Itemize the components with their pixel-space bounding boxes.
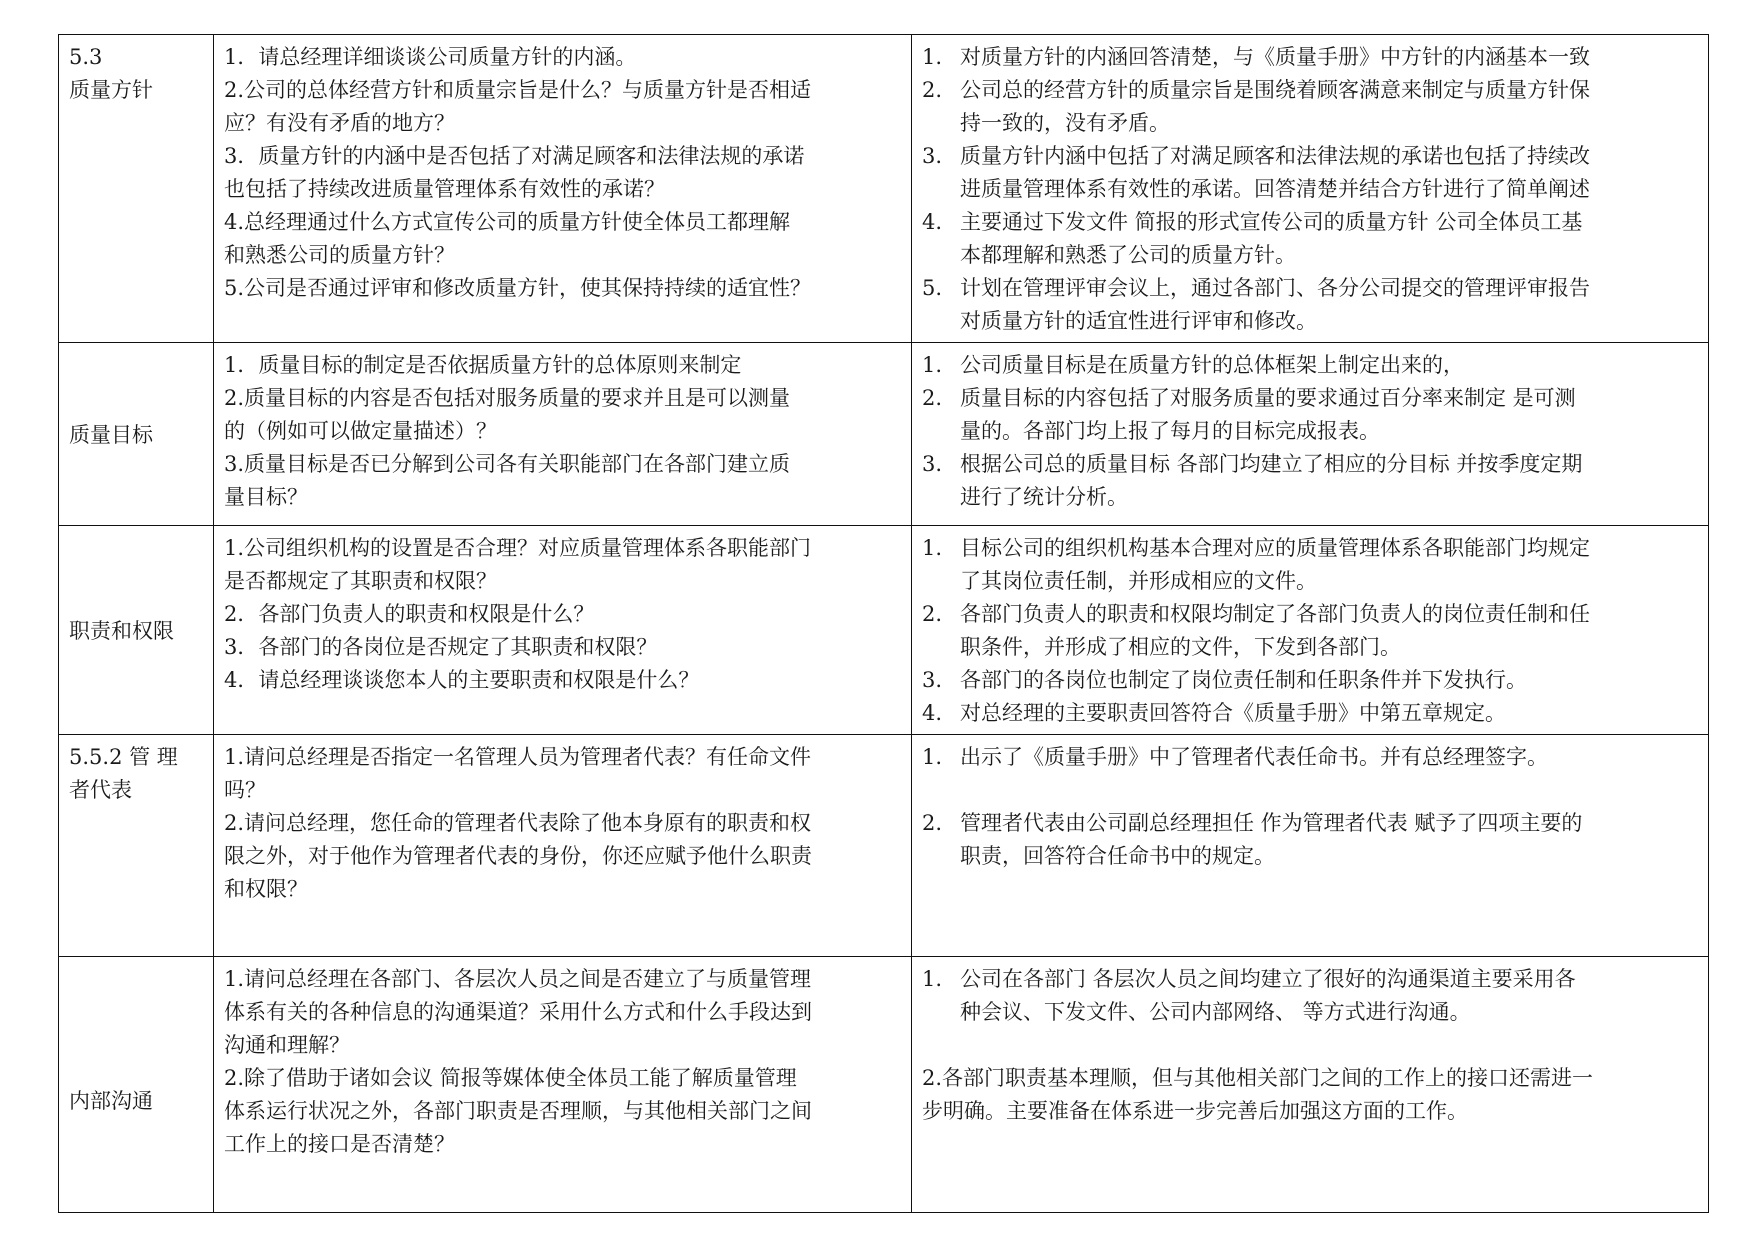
table-row [59,957,1709,1213]
question-line: 2.除了借助于诸如会议 简报等媒体使全体员工能了解质量管理 [224,1066,797,1090]
answer-line: 主要通过下发文件 简报的形式宣传公司的质量方针 公司全体员工基 [960,210,1583,234]
answer-list [922,963,1698,1029]
answer-number: 1. [922,745,943,769]
table-row [59,343,1709,526]
answer-list [922,532,1698,730]
question-cell [214,343,912,526]
spacer [922,774,1698,807]
clause-number: 5.5.2 管 理 [69,745,178,769]
question-cell [214,735,912,957]
answer-number: 5. [922,276,943,300]
answer-line: 公司在各部门 各层次人员之间均建立了很好的沟通渠道主要采用各 [960,967,1576,991]
answer-number: 3. [922,452,943,476]
question-line: 和权限？ [224,877,308,901]
answer-line: 持一致的，没有矛盾。 [960,111,1170,135]
question-line: 体系有关的各种信息的沟通渠道？采用什么方式和什么手段达到 [224,1000,812,1024]
answer-number: 4. [922,701,943,725]
table-row [59,735,1709,957]
question-cell [214,526,912,735]
answer-number: 2. [922,78,943,102]
answer-number: 4. [922,210,943,234]
question-line: 工作上的接口是否清楚？ [224,1132,455,1156]
clause-title: 内部沟通 [69,1089,153,1113]
answer-line: 公司质量目标是在质量方针的总体框架上制定出来的， [960,353,1464,377]
answer-cell [912,957,1709,1213]
question-line: 2．各部门负责人的职责和权限是什么？ [224,602,595,626]
question-line: 应？有没有矛盾的地方？ [224,111,455,135]
answer-item [922,697,1698,730]
answer-number: 1. [922,967,943,991]
answer-line: 种会议、下发文件、公司内部网络、 等方式进行沟通。 [960,1000,1471,1024]
clause-cell [59,957,214,1213]
table-row [59,526,1709,735]
answer-paragraph-line: 步明确。主要准备在体系进一步完善后加强这方面的工作。 [922,1099,1468,1123]
table-row [59,35,1709,343]
answer-line: 进质量管理体系有效性的承诺。回答清楚并结合方针进行了简单阐述 [960,177,1590,201]
answer-list [922,41,1698,338]
answer-cell [912,35,1709,343]
answer-cell [912,526,1709,735]
question-line: 的（例如可以做定量描述）？ [224,419,497,443]
answer-number: 1. [922,536,943,560]
answer-line: 公司总的经营方针的质量宗旨是围绕着顾客满意来制定与质量方针保 [960,78,1590,102]
answer-item [922,272,1698,338]
answer-item [922,349,1698,382]
answer-item [922,963,1698,1029]
answer-line: 量的。各部门均上报了每月的目标完成报表。 [960,419,1380,443]
question-line: 是否都规定了其职责和权限？ [224,569,497,593]
answer-line: 进行了统计分析。 [960,485,1128,509]
answer-line: 各部门负责人的职责和权限均制定了各部门负责人的岗位责任制和任 [960,602,1590,626]
question-line: 3．质量方针的内涵中是否包括了对满足顾客和法律法规的承诺 [224,144,805,168]
answer-line: 对质量方针的适宜性进行评审和修改。 [960,309,1317,333]
answer-number: 1. [922,45,943,69]
question-line: 1.请问总经理在各部门、各层次人员之间是否建立了与质量管理 [224,967,812,991]
answer-line: 对总经理的主要职责回答符合《质量手册》中第五章规定。 [960,701,1506,725]
question-line: 3.质量目标是否已分解到公司各有关职能部门在各部门建立质 [224,452,791,476]
answer-item [922,206,1698,272]
question-line: 吗？ [224,778,266,802]
question-line: 2.质量目标的内容是否包括对服务质量的要求并且是可以测量 [224,386,791,410]
question-line: 3．各部门的各岗位是否规定了其职责和权限？ [224,635,658,659]
answer-item [922,140,1698,206]
question-line: 1．质量目标的制定是否依据质量方针的总体原则来制定 [224,353,742,377]
answer-line: 计划在管理评审会议上，通过各部门、各分公司提交的管理评审报告 [960,276,1590,300]
answer-item [922,41,1698,74]
question-line: 体系运行状况之外，各部门职责是否理顺，与其他相关部门之间 [224,1099,812,1123]
question-line: 5.公司是否通过评审和修改质量方针，使其保持持续的适宜性？ [224,276,812,300]
question-cell [214,957,912,1213]
answer-item [922,807,1698,873]
answer-line: 了其岗位责任制，并形成相应的文件。 [960,569,1317,593]
answer-number: 2. [922,602,943,626]
answer-item [922,74,1698,140]
answer-item [922,741,1698,774]
answer-list [922,349,1698,514]
answer-list [922,741,1698,873]
answer-number: 1. [922,353,943,377]
answer-line: 各部门的各岗位也制定了岗位责任制和任职条件并下发执行。 [960,668,1527,692]
clause-title: 质量方针 [69,78,153,102]
clause-title: 者代表 [69,778,132,802]
question-line: 和熟悉公司的质量方针？ [224,243,455,267]
question-line: 限之外，对于他作为管理者代表的身份，你还应赋予他什么职责 [224,844,812,868]
answer-line: 对质量方针的内涵回答清楚，与《质量手册》中方针的内涵基本一致 [960,45,1590,69]
question-line: 1.请问总经理是否指定一名管理人员为管理者代表？有任命文件 [224,745,812,769]
answer-item [922,448,1698,514]
answer-item [922,664,1698,697]
answer-line: 职责，回答符合任命书中的规定。 [960,844,1275,868]
clause-cell [59,735,214,957]
answer-item [922,532,1698,598]
question-line: 2.请问总经理，您任命的管理者代表除了他本身原有的职责和权 [224,811,812,835]
answer-number: 2. [922,386,943,410]
question-line: 4.总经理通过什么方式宣传公司的质量方针使全体员工都理解 [224,210,791,234]
audit-checklist-table [58,34,1709,1213]
clause-title: 质量目标 [69,422,153,447]
answer-paragraph-line: 2.各部门职责基本理顺，但与其他相关部门之间的工作上的接口还需进一 [922,1066,1594,1090]
answer-line: 出示了《质量手册》中了管理者代表任命书。并有总经理签字。 [960,745,1548,769]
answer-line: 质量方针内涵中包括了对满足顾客和法律法规的承诺也包括了持续改 [960,144,1590,168]
question-line: 1.公司组织机构的设置是否合理？对应质量管理体系各职能部门 [224,536,812,560]
question-line: 也包括了持续改进质量管理体系有效性的承诺？ [224,177,665,201]
question-line: 4．请总经理谈谈您本人的主要职责和权限是什么？ [224,668,700,692]
question-line: 1．请总经理详细谈谈公司质量方针的内涵。 [224,45,637,69]
answer-cell [912,735,1709,957]
answer-number: 3. [922,144,943,168]
answer-cell [912,343,1709,526]
question-line: 量目标？ [224,485,308,509]
question-cell [214,35,912,343]
clause-cell [59,343,214,526]
answer-item [922,598,1698,664]
answer-line: 目标公司的组织机构基本合理对应的质量管理体系各职能部门均规定 [960,536,1590,560]
clause-title: 职责和权限 [69,618,174,643]
clause-number: 5.3 [69,45,103,69]
answer-line: 根据公司总的质量目标 各部门均建立了相应的分目标 并按季度定期 [960,452,1583,476]
question-line: 沟通和理解？ [224,1033,350,1057]
answer-number: 3. [922,668,943,692]
answer-line: 管理者代表由公司副总经理担任 作为管理者代表 赋予了四项主要的 [960,811,1583,835]
answer-item [922,382,1698,448]
clause-cell [59,35,214,343]
question-line: 2.公司的总体经营方针和质量宗旨是什么？与质量方针是否相适 [224,78,812,102]
answer-number: 2. [922,811,943,835]
answer-line: 本都理解和熟悉了公司的质量方针。 [960,243,1296,267]
clause-cell [59,526,214,735]
answer-line: 职条件，并形成了相应的文件，下发到各部门。 [960,635,1401,659]
answer-line: 质量目标的内容包括了对服务质量的要求通过百分率来制定 是可测 [960,386,1576,410]
spacer [922,1029,1698,1062]
